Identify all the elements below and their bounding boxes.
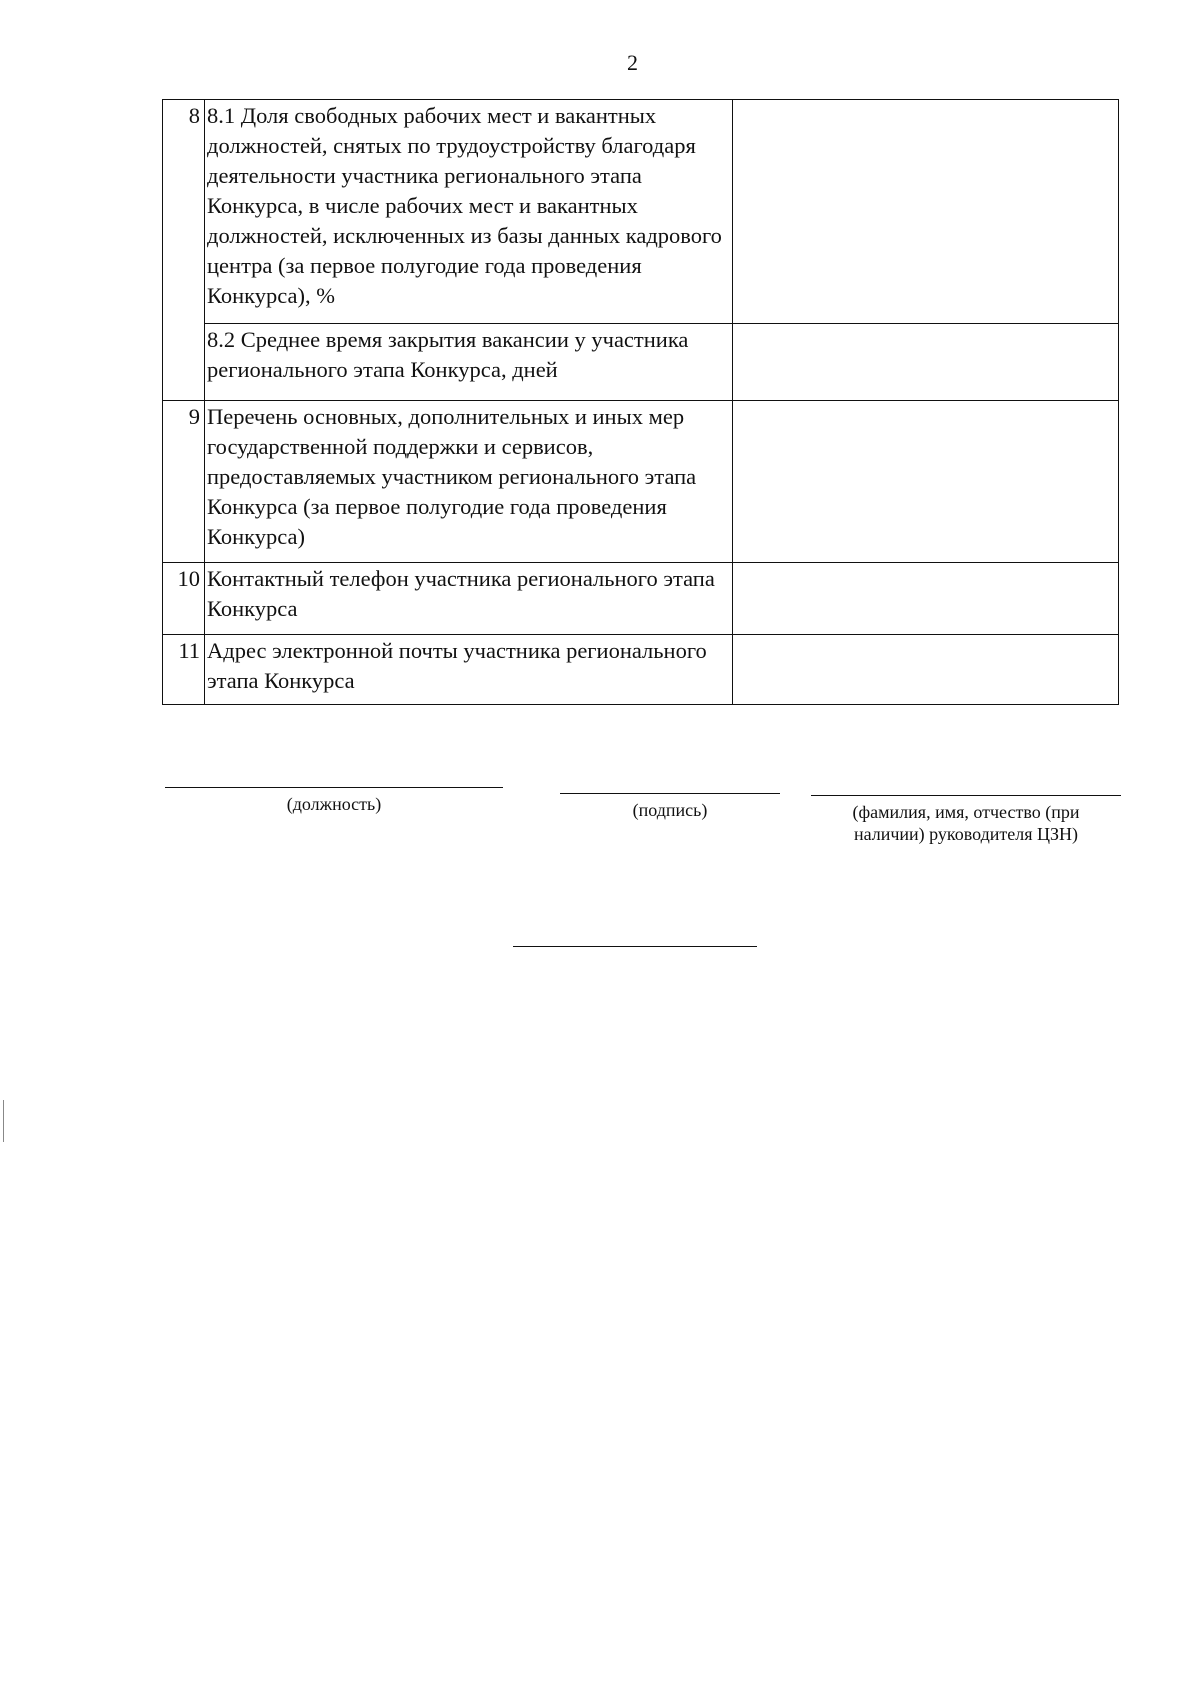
- row-number: 10: [163, 563, 205, 635]
- table-row: [163, 100, 1119, 324]
- row-description: 8.2 Среднее время закрытия вакансии у участника регионального этапа Конкурса, дней: [205, 324, 733, 401]
- row-value-cell[interactable]: [733, 100, 1119, 324]
- position-signature-field[interactable]: [165, 787, 503, 815]
- row-value-cell[interactable]: [733, 401, 1119, 563]
- row-value-cell[interactable]: [733, 324, 1119, 401]
- closing-divider: [513, 946, 757, 947]
- signature-block: [0, 787, 1200, 907]
- name-signature-field[interactable]: [811, 795, 1121, 845]
- position-line: [165, 787, 503, 788]
- table-row: [163, 401, 1119, 563]
- row-description: Адрес электронной почты участника регионального этапа Конкурса: [205, 635, 733, 705]
- row-description: 8.1 Доля свободных рабочих мест и вакантных должностей, снятых по трудоустройству благодаря деятельности участника регионального этапа Конкурса, в числе рабочих мест и вакантных должностей, исключенных из базы данных кадрового центра (за первое полугодие года проведения Конкурса), %: [205, 100, 733, 324]
- scan-margin-mark: [3, 1100, 4, 1142]
- signature-line: [560, 793, 780, 794]
- row-value-cell[interactable]: [733, 635, 1119, 705]
- signature-label: (подпись): [632, 800, 708, 820]
- row-description: Контактный телефон участника регионального этапа Конкурса: [205, 563, 733, 635]
- name-label: (фамилия, имя, отчество (при наличии) руководителя ЦЗН): [852, 802, 1080, 844]
- page-number: 2: [627, 50, 638, 75]
- position-label: (должность): [286, 794, 382, 814]
- signature-field[interactable]: [560, 793, 780, 821]
- name-line: [811, 795, 1121, 796]
- row-value-cell[interactable]: [733, 563, 1119, 635]
- row-number: 8: [163, 100, 205, 401]
- table-row: [163, 324, 1119, 401]
- row-description: Перечень основных, дополнительных и иных мер государственной поддержки и сервисов, предоставляемых участником регионального этапа Конкурса (за первое полугодие года проведения Конкурса): [205, 401, 733, 563]
- row-number: 11: [163, 635, 205, 705]
- table-row: [163, 635, 1119, 705]
- row-number: 9: [163, 401, 205, 563]
- table-row: [163, 563, 1119, 635]
- indicators-table: [162, 99, 1119, 705]
